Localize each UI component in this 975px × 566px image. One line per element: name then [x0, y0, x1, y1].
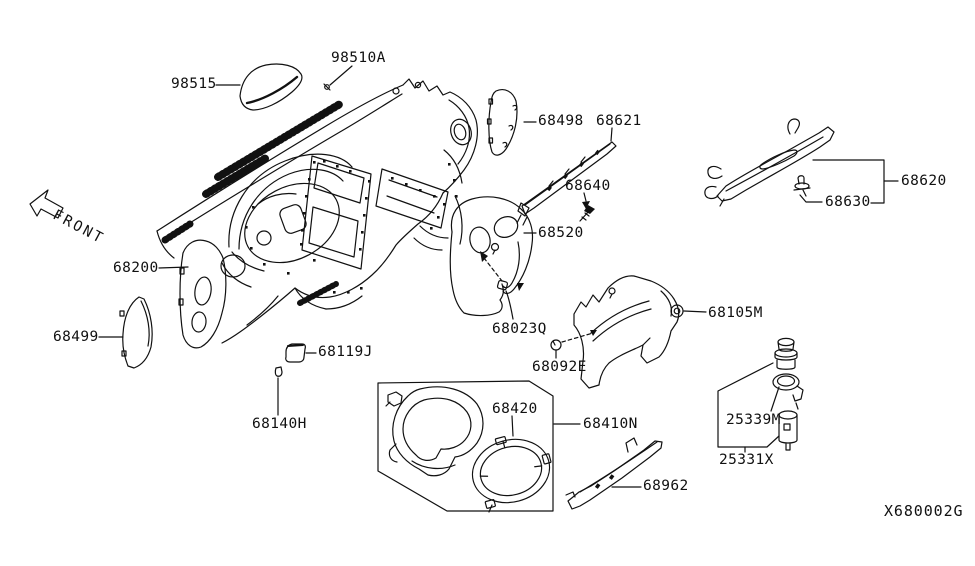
part-label-68105M: 68105M [708, 305, 763, 321]
part-25331X-drawing [773, 338, 803, 450]
part-label-98515: 98515 [171, 76, 217, 92]
part-68962-drawing [566, 438, 662, 509]
part-label-68620: 68620 [901, 173, 947, 189]
part-label-68630: 68630 [825, 194, 871, 210]
part-label-25331X: 25331X [719, 452, 774, 468]
part-68520-drawing [450, 197, 532, 316]
part-68092E-drawing [551, 330, 597, 350]
part-68630-drawing [794, 176, 810, 196]
part-68420-drawing [464, 427, 558, 512]
part-label-68520: 68520 [538, 225, 584, 241]
part-label-68410N: 68410N [583, 416, 638, 432]
part-68640-drawing [580, 205, 595, 221]
instrument-panel-assembly-drawing [157, 76, 477, 348]
part-label-68962: 68962 [643, 478, 689, 494]
part-68119J-drawing [286, 344, 306, 362]
part-68140H-drawing [275, 367, 282, 376]
part-label-68621: 68621 [596, 113, 642, 129]
part-label-68499: 68499 [53, 329, 99, 345]
front-direction-label: FRONT [49, 207, 108, 248]
part-label-25339M: 25339M [726, 412, 781, 428]
part-label-68119J: 68119J [318, 344, 373, 360]
part-98510A-drawing [324, 84, 330, 90]
part-label-68140H: 68140H [252, 416, 307, 432]
part-68620-drawing [705, 119, 834, 206]
part-label-68200: 68200 [113, 260, 159, 276]
part-68498-drawing [488, 90, 517, 156]
part-label-68023Q: 68023Q [492, 321, 547, 337]
part-label-68420: 68420 [492, 401, 538, 417]
part-label-68640: 68640 [565, 178, 611, 194]
part-label-68092E: 68092E [532, 359, 587, 375]
part-label-98510A: 98510A [331, 50, 386, 66]
diagram-code: X680002G [884, 502, 964, 520]
part-label-68498: 68498 [538, 113, 584, 129]
part-98515-drawing [240, 64, 302, 110]
part-68499-drawing [120, 297, 152, 368]
part-68105M-drawing [574, 276, 683, 388]
